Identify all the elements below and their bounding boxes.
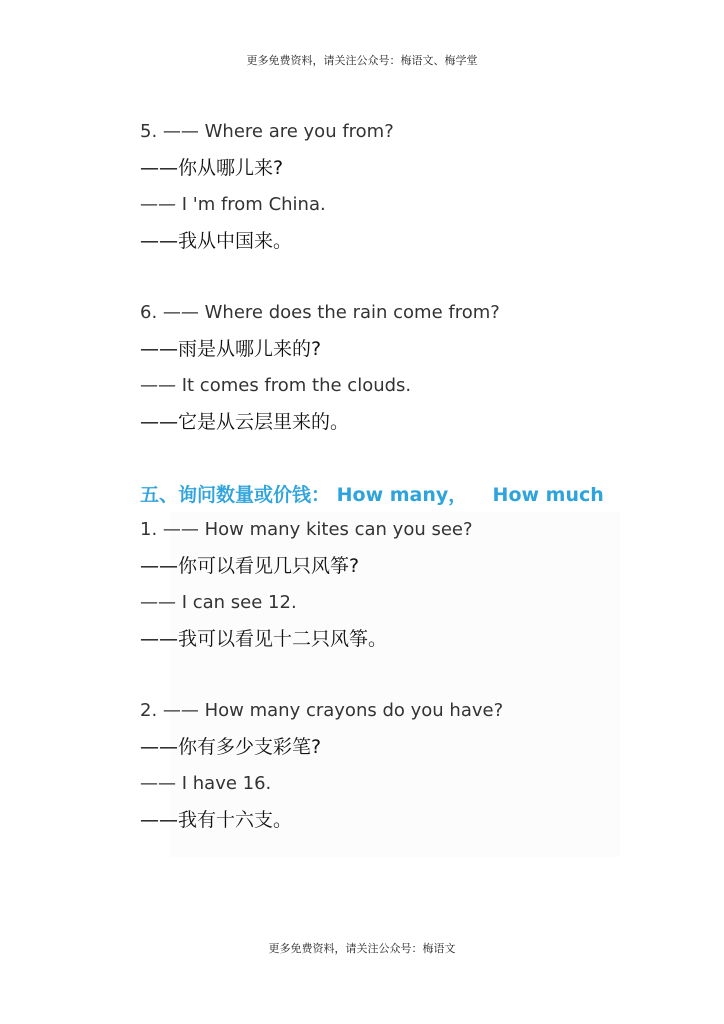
section-dialog2-question-cn: ——你有多少支彩笔? <box>140 736 322 758</box>
section-heading-keyword-how-much: How much <box>492 484 604 506</box>
dialog5-question-en: 5. —— Where are you from? <box>140 121 394 142</box>
section-dialog1-question-cn: ——你可以看见几只风筝? <box>140 555 360 577</box>
header-note: 更多免费资料，请关注公众号：梅语文、梅学堂 <box>246 54 478 67</box>
section-dialog2-question-en: 2. —— How many crayons do you have? <box>140 700 504 721</box>
footer-note: 更多免费资料，请关注公众号：梅语文 <box>268 942 456 955</box>
section-heading-title: 五、询问数量或价钱： <box>140 484 331 506</box>
section-dialog2-answer-cn: ——我有十六支。 <box>140 809 293 831</box>
dialog6-answer-en: —— It comes from the clouds. <box>140 375 412 396</box>
section-heading <box>140 482 604 508</box>
section-heading-keyword-how-many: How many， <box>336 484 468 506</box>
dialog5-question-cn: ——你从哪儿来? <box>140 157 284 179</box>
section-dialog1-answer-cn: ——我可以看见十二只风筝。 <box>140 628 388 650</box>
dialog5-answer-cn: ——我从中国来。 <box>140 230 293 252</box>
dialog5-answer-en: —— I 'm from China. <box>140 194 326 215</box>
section-dialog1-question-en: 1. —— How many kites can you see? <box>140 519 473 540</box>
dialog6-question-cn: ——雨是从哪儿来的? <box>140 338 322 360</box>
section-dialog2-answer-en: —— I have 16. <box>140 773 272 794</box>
section-dialog1-answer-en: —— I can see 12. <box>140 592 297 613</box>
dialog6-question-en: 6. —— Where does the rain come from? <box>140 302 500 323</box>
dialog6-answer-cn: ——它是从云层里来的。 <box>140 411 350 433</box>
